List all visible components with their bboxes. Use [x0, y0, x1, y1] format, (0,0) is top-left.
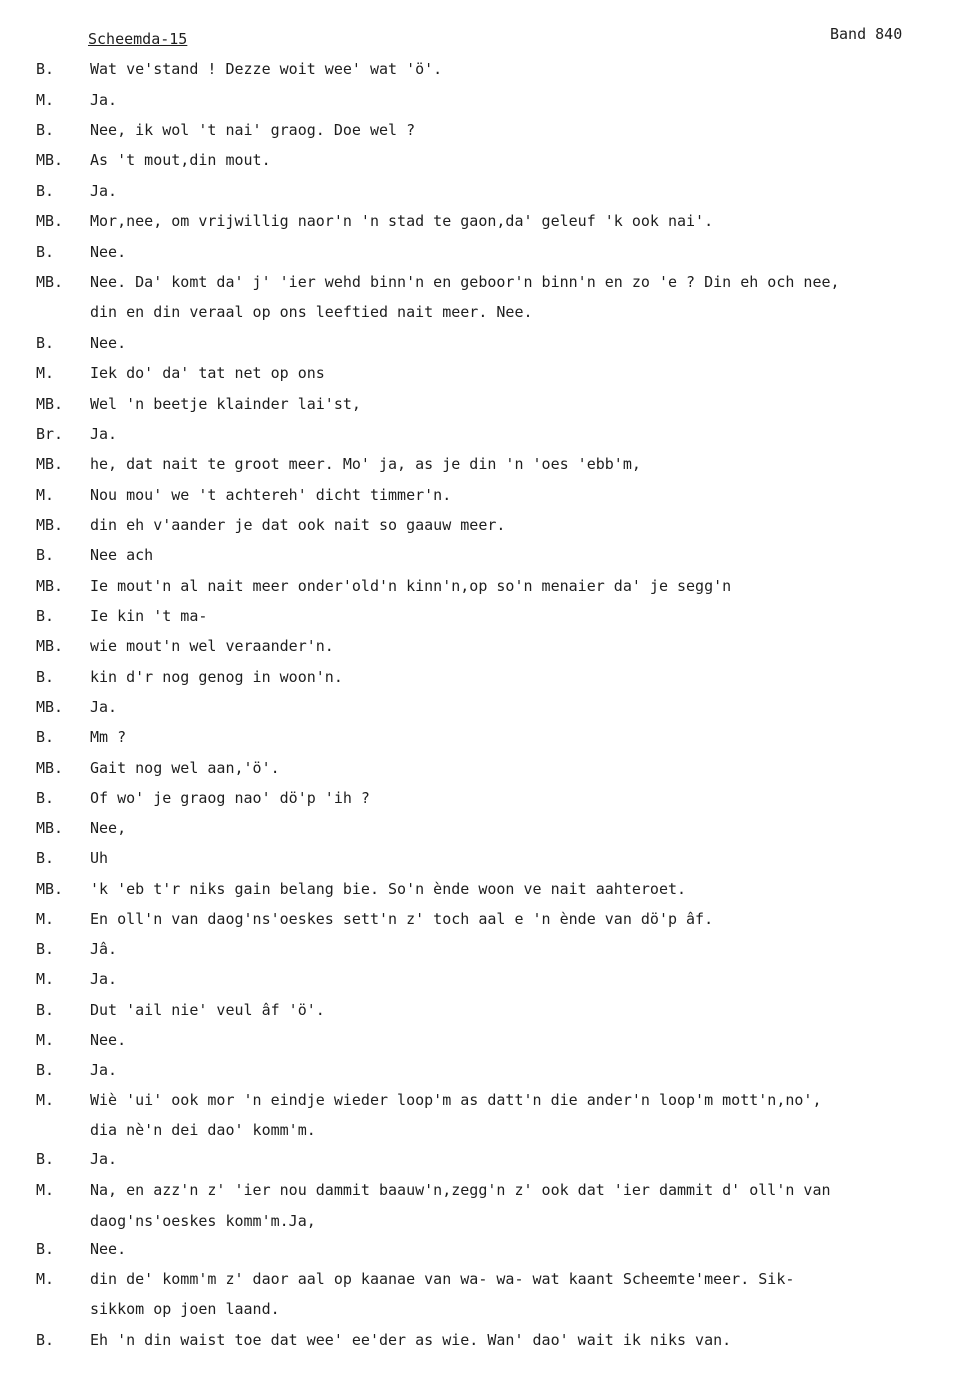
- transcript-line: [0, 1001, 979, 1019]
- speaker-label: MB.: [36, 455, 64, 473]
- speaker-label: M.: [36, 91, 55, 109]
- utterance-text: Nou mou' we 't achtereh' dicht timmer'n.: [90, 486, 452, 504]
- speaker-label: MB.: [36, 273, 64, 291]
- speaker-label: B.: [36, 728, 55, 746]
- transcript-line: [0, 759, 979, 777]
- utterance-text: Nee, ik wol 't nai' graog. Doe wel ?: [90, 121, 416, 139]
- utterance-text: dia nè'n dei dao' komm'm.: [90, 1121, 316, 1139]
- speaker-label: M.: [36, 1031, 55, 1049]
- speaker-label: MB.: [36, 819, 64, 837]
- speaker-label: B.: [36, 940, 55, 958]
- speaker-label: B.: [36, 1240, 55, 1258]
- speaker-label: M.: [36, 1091, 55, 1109]
- speaker-label: M.: [36, 1270, 55, 1288]
- transcript-line: [0, 91, 979, 109]
- transcript-line: [0, 970, 979, 988]
- transcript-line: [0, 1181, 979, 1199]
- transcript-line: [0, 880, 979, 898]
- utterance-text: Ja.: [90, 698, 118, 716]
- speaker-label: B.: [36, 607, 55, 625]
- band-number: Band 840: [830, 25, 903, 43]
- speaker-label: MB.: [36, 577, 64, 595]
- utterance-text: kin d'r nog genog in woon'n.: [90, 668, 343, 686]
- utterance-text: Nee.: [90, 1031, 127, 1049]
- utterance-text: Eh 'n din waist toe dat wee' ee'der as wie. Wan' dao' wait ik niks van.: [90, 1331, 732, 1349]
- utterance-text: Uh: [90, 849, 109, 867]
- speaker-label: MB.: [36, 637, 64, 655]
- utterance-text: Mor,nee, om vrijwillig naor'n 'n stad te gaon,da' geleuf 'k ook nai'.: [90, 212, 714, 230]
- utterance-text: Ja.: [90, 425, 118, 443]
- speaker-label: B.: [36, 60, 55, 78]
- utterance-text: En oll'n van daog'ns'oeskes sett'n z' toch aal e 'n ènde van dö'p âf.: [90, 910, 714, 928]
- utterance-text: 'k 'eb t'r niks gain belang bie. So'n ènde woon ve nait aahteroet.: [90, 880, 687, 898]
- speaker-label: MB.: [36, 395, 64, 413]
- utterance-text: Ja.: [90, 1150, 118, 1168]
- utterance-text: din eh v'aander je dat ook nait so gaauw meer.: [90, 516, 506, 534]
- transcript-line: [0, 455, 979, 473]
- utterance-text: Nee.: [90, 334, 127, 352]
- speaker-label: B.: [36, 1061, 55, 1079]
- transcript-line: [0, 1150, 979, 1168]
- utterance-text: As 't mout,din mout.: [90, 151, 271, 169]
- speaker-label: B.: [36, 243, 55, 261]
- utterance-text: Nee,: [90, 819, 127, 837]
- utterance-text: Nee.: [90, 1240, 127, 1258]
- utterance-text: Na, en azz'n z' 'ier nou dammit baauw'n,zegg'n z' ook dat 'ier dammit d' oll'n van: [90, 1181, 831, 1199]
- speaker-label: Br.: [36, 425, 64, 443]
- transcript-line: [0, 1270, 979, 1288]
- transcript-line: [0, 668, 979, 686]
- utterance-text: Mm ?: [90, 728, 127, 746]
- speaker-label: B.: [36, 789, 55, 807]
- transcript-line: [0, 789, 979, 807]
- transcript-line: [0, 182, 979, 200]
- speaker-label: M.: [36, 970, 55, 988]
- utterance-text: Wel 'n beetje klainder lai'st,: [90, 395, 361, 413]
- transcript-line: [0, 910, 979, 928]
- speaker-label: B.: [36, 668, 55, 686]
- transcript-line: [0, 121, 979, 139]
- speaker-label: M.: [36, 910, 55, 928]
- transcript-continuation-line: [0, 1300, 979, 1318]
- transcript-line: [0, 728, 979, 746]
- transcript-line: [0, 607, 979, 625]
- transcript-line: [0, 273, 979, 291]
- transcript-line: [0, 395, 979, 413]
- speaker-label: B.: [36, 546, 55, 564]
- transcript-line: [0, 940, 979, 958]
- utterance-text: din en din veraal op ons leeftied nait meer. Nee.: [90, 303, 533, 321]
- transcript-line: [0, 516, 979, 534]
- utterance-text: Gait nog wel aan,'ö'.: [90, 759, 280, 777]
- utterance-text: Ja.: [90, 91, 118, 109]
- utterance-text: sikkom op joen laand.: [90, 1300, 280, 1318]
- transcript-line: [0, 60, 979, 78]
- speaker-label: MB.: [36, 698, 64, 716]
- transcript-line: [0, 1031, 979, 1049]
- utterance-text: Jâ.: [90, 940, 118, 958]
- transcript-line: [0, 334, 979, 352]
- utterance-text: Ja.: [90, 1061, 118, 1079]
- transcript-continuation-line: [0, 303, 979, 321]
- speaker-label: B.: [36, 121, 55, 139]
- utterance-text: Nee ach: [90, 546, 154, 564]
- utterance-text: daog'ns'oeskes komm'm.Ja,: [90, 1212, 316, 1230]
- speaker-label: B.: [36, 1150, 55, 1168]
- transcript-line: [0, 425, 979, 443]
- transcript-line: [0, 364, 979, 382]
- transcript-line: [0, 637, 979, 655]
- transcript-line: [0, 212, 979, 230]
- speaker-label: B.: [36, 1001, 55, 1019]
- speaker-label: B.: [36, 849, 55, 867]
- utterance-text: Wat ve'stand ! Dezze woit wee' wat 'ö'.: [90, 60, 443, 78]
- utterance-text: Nee. Da' komt da' j' 'ier wehd binn'n en geboor'n binn'n en zo 'e ? Din eh och nee,: [90, 273, 840, 291]
- transcript-line: [0, 243, 979, 261]
- transcript-line: [0, 1091, 979, 1109]
- speaker-label: B.: [36, 334, 55, 352]
- transcript-line: [0, 698, 979, 716]
- speaker-label: MB.: [36, 516, 64, 534]
- speaker-label: M.: [36, 1181, 55, 1199]
- utterance-text: din de' komm'm z' daor aal op kaanae van wa- wa- wat kaant Scheemte'meer. Sik-: [90, 1270, 795, 1288]
- utterance-text: Dut 'ail nie' veul âf 'ö'.: [90, 1001, 325, 1019]
- transcript-continuation-line: [0, 1212, 979, 1230]
- utterance-text: Iek do' da' tat net op ons: [90, 364, 325, 382]
- utterance-text: Ja.: [90, 970, 118, 988]
- speaker-label: M.: [36, 486, 55, 504]
- speaker-label: MB.: [36, 880, 64, 898]
- document-title: Scheemda-15: [88, 30, 188, 48]
- utterance-text: Ie kin 't ma-: [90, 607, 208, 625]
- utterance-text: Wiè 'ui' ook mor 'n eindje wieder loop'm as datt'n die ander'n loop'm mott'n,no',: [90, 1091, 822, 1109]
- speaker-label: MB.: [36, 212, 64, 230]
- speaker-label: M.: [36, 364, 55, 382]
- utterance-text: Ja.: [90, 182, 118, 200]
- transcript-line: [0, 577, 979, 595]
- utterance-text: Of wo' je graog nao' dö'p 'ih ?: [90, 789, 370, 807]
- transcript-line: [0, 151, 979, 169]
- utterance-text: he, dat nait te groot meer. Mo' ja, as je din 'n 'oes 'ebb'm,: [90, 455, 641, 473]
- transcript-line: [0, 849, 979, 867]
- transcript-line: [0, 546, 979, 564]
- transcript-continuation-line: [0, 1121, 979, 1139]
- speaker-label: MB.: [36, 759, 64, 777]
- transcript-line: [0, 486, 979, 504]
- transcript-line: [0, 1061, 979, 1079]
- speaker-label: MB.: [36, 151, 64, 169]
- utterance-text: wie mout'n wel veraander'n.: [90, 637, 334, 655]
- utterance-text: Nee.: [90, 243, 127, 261]
- transcript-line: [0, 819, 979, 837]
- transcript-line: [0, 1240, 979, 1258]
- transcript-line: [0, 1331, 979, 1349]
- speaker-label: B.: [36, 182, 55, 200]
- speaker-label: B.: [36, 1331, 55, 1349]
- utterance-text: Ie mout'n al nait meer onder'old'n kinn'n,op so'n menaier da' je segg'n: [90, 577, 732, 595]
